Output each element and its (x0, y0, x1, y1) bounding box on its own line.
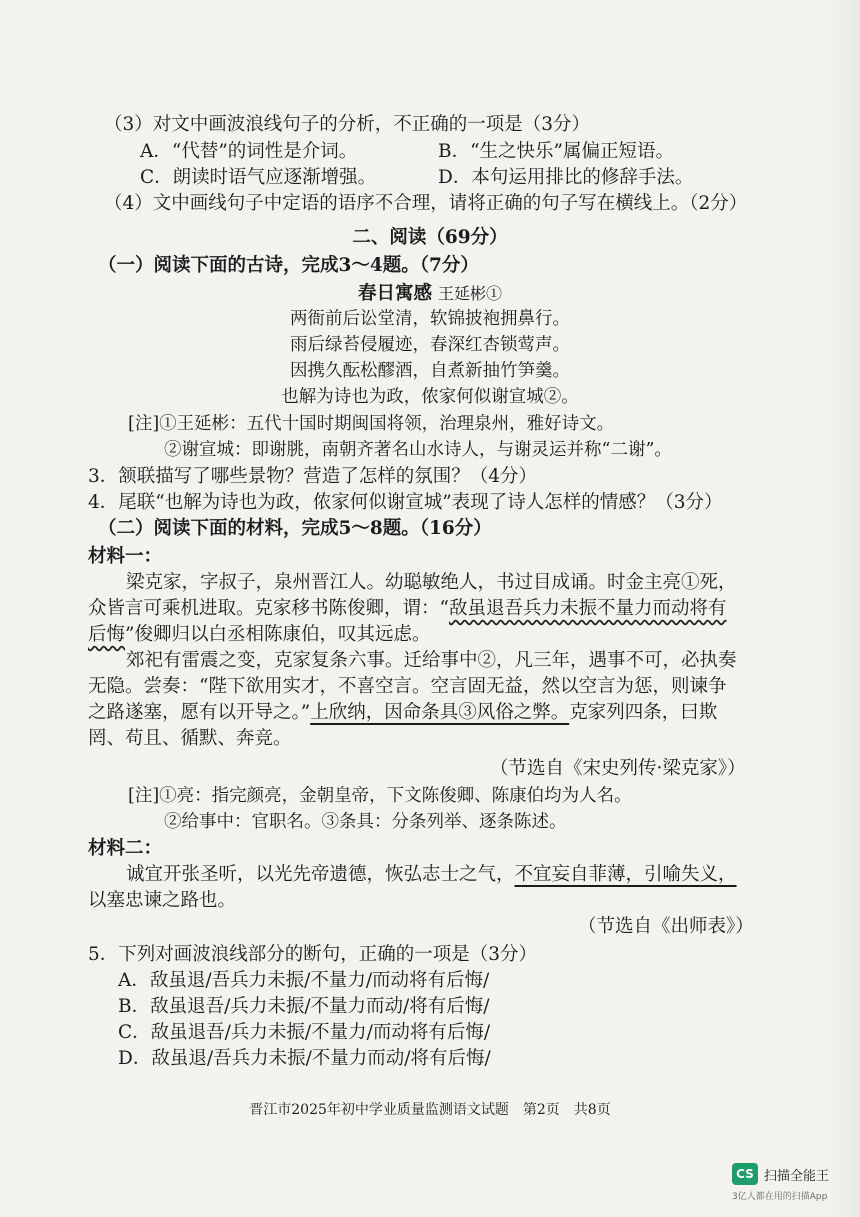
cs-logo-icon: CS (732, 1163, 758, 1185)
part2-heading: （二）阅读下面的材料，完成5～8题。（16分） (98, 518, 492, 539)
q3-option-c: C．朗读时语气应逐渐增强。 (140, 167, 377, 188)
underlined-sentence-1: 上欣纳，因命条具③风俗之弊。 (310, 702, 570, 723)
m2-text: 诚宜开张圣听，以光先帝遗德，恢弘志士之气， (126, 864, 515, 885)
m1-para1-line1: 梁克家，字叔子，泉州晋江人。幼聪敏绝人，书过目成诵。时金主亮①死， (126, 572, 737, 593)
m1-text: 之路遂塞，愿有以开导之。” (88, 702, 311, 723)
m1-text: 众皆言可乘机进取。克家移书陈俊卿，谓：“ (88, 598, 449, 619)
poem-author: 王延彬① (437, 284, 502, 303)
q5-option-c: C．敌虽退吾/兵力未振/不量力/而动将有后悔/ (118, 1022, 491, 1043)
material-1-label: 材料一： (88, 546, 163, 567)
material-note-1: [注]①亮：指完颜亮，金朝皇帝，下文陈俊卿、陈康伯均为人名。 (128, 786, 632, 806)
source-1: （节选自《宋史列传·梁克家》） (490, 758, 746, 779)
poem-line-2: 雨后绿苔侵履迹，春深红杏锁莺声。 (290, 335, 570, 355)
q3-option-d: D．本句运用排比的修辞手法。 (438, 167, 694, 188)
m2-line2: 以塞忠谏之路也。 (88, 890, 237, 911)
m2-line1 (126, 864, 737, 886)
m1-para1-line2 (88, 598, 726, 620)
question-3: 3．颔联描写了哪些景物？营造了怎样的氛围？（4分） (88, 466, 538, 487)
m1-para2-line4: 罔、苟且、循默、奔竞。 (88, 728, 292, 749)
material-2-label: 材料二： (88, 838, 163, 859)
poem-title: 春日寓感 (358, 283, 433, 304)
underlined-sentence-2: 不宜妄自菲薄，引喻失义， (514, 864, 737, 885)
source-2: （节选自《出师表》） (578, 916, 754, 937)
page-edge-shadow (830, 0, 860, 1217)
section-title: 二、阅读（69分） (352, 227, 508, 248)
q3-option-b: B．“生之快乐”属偏正短语。 (438, 141, 675, 162)
q5-option-d: D．敌虽退/吾兵力未振/不量力而动/将有后悔/ (118, 1048, 491, 1069)
m1-text: ”俊卿归以白丞相陈康伯，叹其远虑。 (125, 624, 431, 645)
poem-title-line (0, 283, 860, 305)
material-note-2: ②给事中：官职名。③条具：分条列举、逐条陈述。 (164, 812, 567, 832)
q4-stem: （4）文中画线句子中定语的语序不合理，请将正确的句子写在横线上。（2分） (104, 193, 748, 214)
m1-para1-line3 (88, 624, 430, 646)
q5-option-a: A．敌虽退/吾兵力未振/不量力/而动将有后悔/ (118, 970, 490, 991)
q3-stem: （3）对文中画波浪线句子的分析，不正确的一项是（3分） (104, 114, 591, 135)
q5-option-b: B．敌虽退吾/兵力未振/不量力而动/将有后悔/ (118, 996, 490, 1017)
page-footer: 晋江市2025年初中学业质量监测语文试题 第2页 共8页 (249, 1102, 611, 1118)
q3-option-a: A．“代替”的词性是介词。 (140, 141, 358, 162)
poem-line-3: 因携久酝松醪酒，自煮新抽竹笋羹。 (290, 361, 570, 381)
m1-text: 克家列四条，曰欺 (569, 702, 718, 723)
poem-note-1: [注]①王延彬：五代十国时期闽国将领，治理泉州，雅好诗文。 (128, 414, 615, 434)
question-5: 5．下列对画波浪线部分的断句，正确的一项是（3分） (88, 944, 538, 965)
m1-para2-line1: 郊祀有雷震之变，克家复条六事。迁给事中②，凡三年，遇事不可，必执奏 (126, 650, 737, 671)
scanner-watermark (732, 1163, 842, 1205)
watermark-subtitle: 3亿人都在用的扫描App (732, 1192, 828, 1202)
wavy-sentence-part1: 敌虽退吾兵力未振不量力而动将有 (448, 598, 727, 619)
watermark-title: 扫描全能王 (764, 1169, 830, 1184)
poem-note-2: ②谢宣城：即谢朓，南朝齐著名山水诗人，与谢灵运并称“二谢”。 (164, 440, 672, 460)
poem-line-1: 两衙前后讼堂清，软锦披袍拥鼻行。 (290, 309, 570, 329)
m1-para2-line3 (88, 702, 717, 724)
part1-heading: （一）阅读下面的古诗，完成3～4题。（7分） (98, 255, 479, 276)
m1-para2-line2: 无隐。尝奏：“陛下欲用实才，不喜空言。空言固无益，然以空言为惩，则谏争 (88, 676, 727, 697)
question-4: 4．尾联“也解为诗也为政，侬家何似谢宣城”表现了诗人怎样的情感？（3分） (88, 492, 723, 513)
wavy-sentence-part2: 后悔 (88, 624, 126, 645)
poem-line-4: 也解为诗也为政，侬家何似谢宣城②。 (281, 387, 579, 407)
